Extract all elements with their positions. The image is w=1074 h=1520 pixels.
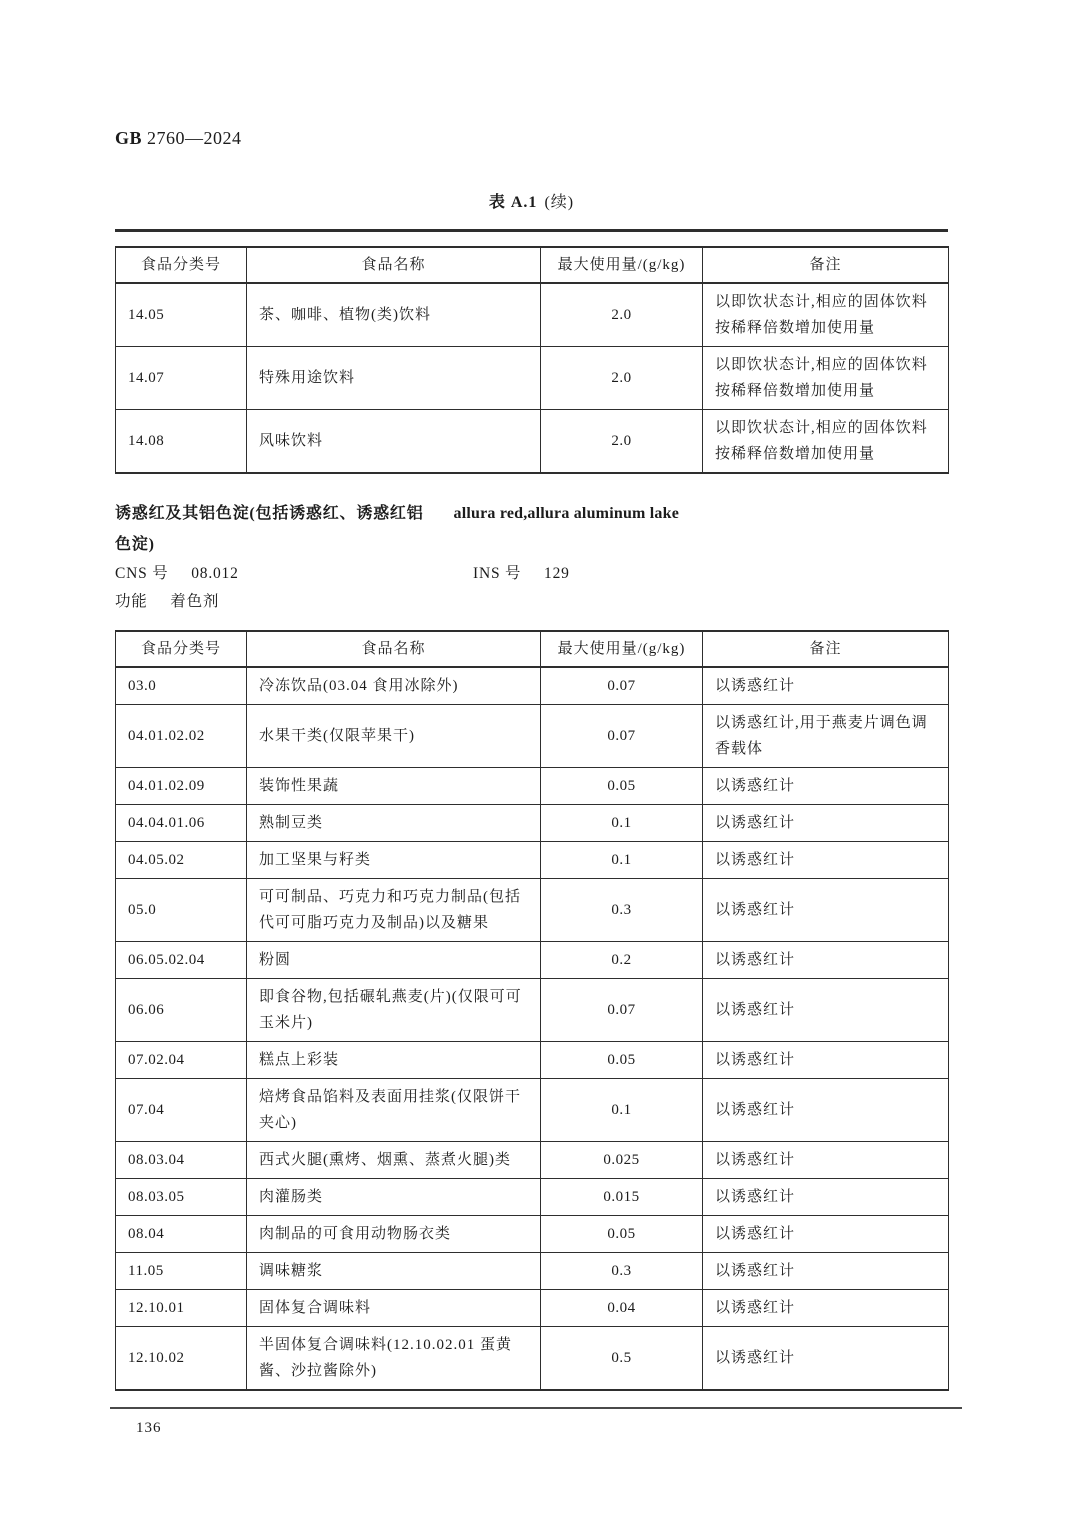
page-content xyxy=(115,0,948,1437)
doc-code-number: 2760—2024 xyxy=(147,128,242,148)
ins-pair xyxy=(473,560,570,588)
header-food-category: 食品分类号 xyxy=(116,247,247,283)
cns-value: 08.012 xyxy=(191,565,239,582)
additive-heading xyxy=(115,498,948,560)
cell-code: 04.01.02.02 xyxy=(116,705,247,768)
cell-code: 08.03.05 xyxy=(116,1179,247,1216)
cell-max: 0.3 xyxy=(541,1253,703,1290)
cell-code: 07.02.04 xyxy=(116,1042,247,1079)
cell-max: 0.07 xyxy=(541,667,703,705)
cell-max: 2.0 xyxy=(541,283,703,347)
cell-code: 08.04 xyxy=(116,1216,247,1253)
table-row xyxy=(116,842,949,879)
table-row xyxy=(116,805,949,842)
cell-note: 以诱惑红计 xyxy=(703,667,949,705)
table-title-main: 表 A.1 xyxy=(488,194,538,211)
cell-name: 风味饮料 xyxy=(247,410,541,474)
additive-heading-line1 xyxy=(115,498,948,529)
cell-name: 肉灌肠类 xyxy=(247,1179,541,1216)
cell-code: 04.01.02.09 xyxy=(116,768,247,805)
cell-max: 0.1 xyxy=(541,842,703,879)
cell-name: 加工坚果与籽类 xyxy=(247,842,541,879)
cell-note: 以诱惑红计 xyxy=(703,842,949,879)
page-number: 136 xyxy=(136,1419,162,1436)
cell-max: 0.04 xyxy=(541,1290,703,1327)
table-row xyxy=(116,347,949,410)
table-row xyxy=(116,1142,949,1179)
cell-note: 以诱惑红计 xyxy=(703,768,949,805)
table-row xyxy=(116,1327,949,1391)
cell-name: 焙烤食品馅料及表面用挂浆(仅限饼干夹心) xyxy=(247,1079,541,1142)
cell-code: 06.05.02.04 xyxy=(116,942,247,979)
cell-name: 茶、咖啡、植物(类)饮料 xyxy=(247,283,541,347)
table-row xyxy=(116,1290,949,1327)
additive-name-cn: 诱惑红及其铝色淀(包括诱惑红、诱惑红铝 xyxy=(115,505,424,522)
table-row xyxy=(116,1253,949,1290)
footer-rule xyxy=(110,1407,962,1409)
cell-max: 0.05 xyxy=(541,768,703,805)
table-a1-continued-allura-red xyxy=(115,630,949,1391)
header-food-name: 食品名称 xyxy=(247,631,541,667)
cell-name: 熟制豆类 xyxy=(247,805,541,842)
cell-code: 12.10.01 xyxy=(116,1290,247,1327)
cell-max: 0.3 xyxy=(541,879,703,942)
cell-max: 0.015 xyxy=(541,1179,703,1216)
cell-note: 以诱惑红计 xyxy=(703,1042,949,1079)
cell-note: 以诱惑红计 xyxy=(703,805,949,842)
cell-note: 以诱惑红计 xyxy=(703,1142,949,1179)
cell-max: 0.05 xyxy=(541,1216,703,1253)
cns-label: CNS 号 xyxy=(115,565,169,582)
table-row xyxy=(116,1179,949,1216)
title-rule xyxy=(115,229,948,232)
ins-label: INS 号 xyxy=(473,565,522,582)
table-row xyxy=(116,1216,949,1253)
table-row xyxy=(116,768,949,805)
header-note: 备注 xyxy=(703,631,949,667)
cell-note: 以诱惑红计 xyxy=(703,1290,949,1327)
cell-code: 07.04 xyxy=(116,1079,247,1142)
table-row xyxy=(116,283,949,347)
table-row xyxy=(116,705,949,768)
cell-max: 2.0 xyxy=(541,347,703,410)
cell-name: 水果干类(仅限苹果干) xyxy=(247,705,541,768)
cell-note: 以诱惑红计,用于燕麦片调色调香载体 xyxy=(703,705,949,768)
header-food-category: 食品分类号 xyxy=(116,631,247,667)
cell-note: 以诱惑红计 xyxy=(703,942,949,979)
cell-note: 以诱惑红计 xyxy=(703,1253,949,1290)
cns-pair xyxy=(115,565,239,582)
function-label: 功能 xyxy=(115,593,148,610)
header-max-usage: 最大使用量/(g/kg) xyxy=(541,247,703,283)
cell-note: 以即饮状态计,相应的固体饮料按稀释倍数增加使用量 xyxy=(703,410,949,474)
function-value: 着色剂 xyxy=(170,593,220,610)
cell-note: 以诱惑红计 xyxy=(703,1327,949,1391)
cell-code: 04.04.01.06 xyxy=(116,805,247,842)
cell-max: 2.0 xyxy=(541,410,703,474)
cell-code: 12.10.02 xyxy=(116,1327,247,1391)
cell-name: 半固体复合调味料(12.10.02.01 蛋黄酱、沙拉酱除外) xyxy=(247,1327,541,1391)
cell-code: 04.05.02 xyxy=(116,842,247,879)
table1-body xyxy=(116,283,949,473)
cell-code: 14.08 xyxy=(116,410,247,474)
cell-name: 冷冻饮品(03.04 食用冰除外) xyxy=(247,667,541,705)
doc-code xyxy=(115,0,948,149)
cell-note: 以诱惑红计 xyxy=(703,979,949,1042)
cell-code: 11.05 xyxy=(116,1253,247,1290)
cell-code: 06.06 xyxy=(116,979,247,1042)
header-food-name: 食品名称 xyxy=(247,247,541,283)
header-max-usage: 最大使用量/(g/kg) xyxy=(541,631,703,667)
additive-name-en: allura red,allura aluminum lake xyxy=(453,505,680,522)
cell-note: 以即饮状态计,相应的固体饮料按稀释倍数增加使用量 xyxy=(703,283,949,347)
cell-code: 03.0 xyxy=(116,667,247,705)
header-note: 备注 xyxy=(703,247,949,283)
cell-name: 即食谷物,包括碾轧燕麦(片)(仅限可可玉米片) xyxy=(247,979,541,1042)
table-row xyxy=(116,879,949,942)
cell-name: 装饰性果蔬 xyxy=(247,768,541,805)
additive-heading-line2: 色淀) xyxy=(115,536,155,553)
cell-max: 0.2 xyxy=(541,942,703,979)
table-row xyxy=(116,979,949,1042)
cell-name: 糕点上彩装 xyxy=(247,1042,541,1079)
cell-note: 以诱惑红计 xyxy=(703,1216,949,1253)
table-title-continued: (续) xyxy=(544,194,575,211)
table-header-row xyxy=(116,631,949,667)
ins-value: 129 xyxy=(544,565,570,582)
cell-max: 0.1 xyxy=(541,805,703,842)
cell-name: 特殊用途饮料 xyxy=(247,347,541,410)
cell-name: 粉圆 xyxy=(247,942,541,979)
cell-max: 0.07 xyxy=(541,705,703,768)
cell-name: 固体复合调味料 xyxy=(247,1290,541,1327)
table-a1-continued-beverages xyxy=(115,246,949,474)
table-row xyxy=(116,1042,949,1079)
additive-function-row xyxy=(115,588,948,616)
cell-code: 08.03.04 xyxy=(116,1142,247,1179)
cell-code: 05.0 xyxy=(116,879,247,942)
table-header-row xyxy=(116,247,949,283)
cell-max: 0.5 xyxy=(541,1327,703,1391)
additive-id-row xyxy=(115,560,948,588)
cell-code: 14.07 xyxy=(116,347,247,410)
cell-max: 0.07 xyxy=(541,979,703,1042)
doc-code-prefix: GB xyxy=(115,128,143,148)
cell-max: 0.025 xyxy=(541,1142,703,1179)
cell-note: 以即饮状态计,相应的固体饮料按稀释倍数增加使用量 xyxy=(703,347,949,410)
table-row xyxy=(116,1079,949,1142)
table-row xyxy=(116,410,949,474)
cell-max: 0.1 xyxy=(541,1079,703,1142)
cell-max: 0.05 xyxy=(541,1042,703,1079)
cell-note: 以诱惑红计 xyxy=(703,1079,949,1142)
cell-note: 以诱惑红计 xyxy=(703,879,949,942)
table2-body xyxy=(116,667,949,1390)
table-row xyxy=(116,942,949,979)
table-title xyxy=(115,189,948,212)
cell-note: 以诱惑红计 xyxy=(703,1179,949,1216)
table-row xyxy=(116,667,949,705)
cell-name: 可可制品、巧克力和巧克力制品(包括代可可脂巧克力及制品)以及糖果 xyxy=(247,879,541,942)
cell-code: 14.05 xyxy=(116,283,247,347)
cell-name: 西式火腿(熏烤、烟熏、蒸煮火腿)类 xyxy=(247,1142,541,1179)
cell-name: 调味糖浆 xyxy=(247,1253,541,1290)
cell-name: 肉制品的可食用动物肠衣类 xyxy=(247,1216,541,1253)
